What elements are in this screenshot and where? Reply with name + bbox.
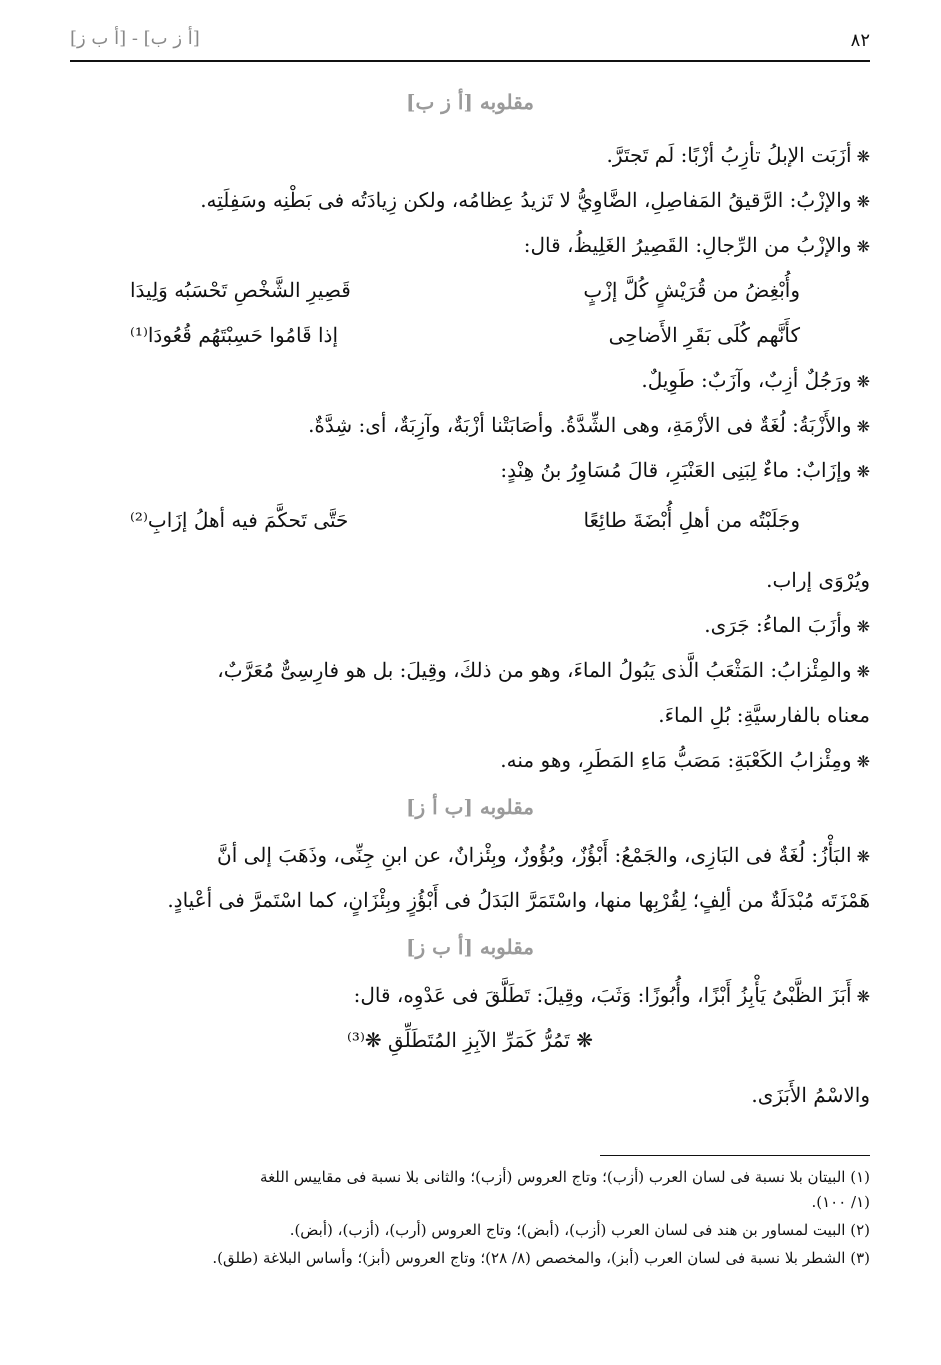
verse-hemistich: حَتَّى تَحكَّمَ فيه أهلُ إزَابِ⁽²⁾	[130, 508, 349, 532]
entry-line: ❋ البَأْزُ: لُغَةٌ فى البَازِى، والجَمْعُ: أَبْؤُزٌ، وبُؤُوزٌ، وبِئْزانٌ، عن ابنِ جِنِّى، وذَهَبَ إلى أنَّ	[70, 840, 870, 872]
verse-fragment: ❋ تَمُرُّ كَمَرِّ الآبِزِ المُتَطَلِّقِ ❋⁽³⁾	[347, 1028, 593, 1052]
verse-hemistich: إذا قَامُوا حَسِبْتَهُم قُعُودَا⁽¹⁾	[130, 323, 339, 347]
entry-line: ❋ والمِئْزابُ: المَثْعَبُ الَّذى يَبُولُ الماءَ، وهو من ذلكَ، وقِيلَ: بل هو فارِسِىٌّ مُعَرَّبٌ،	[70, 655, 870, 687]
entry-line: ❋ ومِئْزابُ الكَعْبَةِ: مَصَبُّ مَاءِ المَطَرِ، وهو منه.	[70, 745, 870, 777]
text-line: هَمْزَتَه مُبْدَلَةٌ من ألِفٍ؛ لِقُرْبِها منها، واسْتَمَرَّ البَدَلُ فى أَبْؤُزٍ وبِئْزَانٍ، كما اسْتَمرَّ فى أعْيادٍ.	[167, 888, 870, 912]
entry-line: ❋ والأَزْبَةُ: لُغَةٌ فى الأزْمَةِ، وهى الشِّدَّةُ. وأصَابَتْنا أزْبَةٌ، وآزِبَةٌ، أى: شِدَّةٌ.	[70, 410, 870, 442]
entry-line: ❋ وأزَبَ الماءُ: جَرَى.	[70, 610, 870, 642]
entry-line: ❋ وإزَابٌ: ماءٌ لِبَنِى العَنْبَرِ، قالَ مُسَاوِرُ بنُ هِنْدٍ:	[70, 455, 870, 487]
entry-line: ❋ أَبَزَ الظَّبْىُ يَأْبِزُ أَبْزًا، وأُبُوزًا: وَثَبَ، وقِيلَ: تَطَلَّقَ فى عَدْوِه، قال:	[70, 980, 870, 1012]
footnote-2: (٢) البيت لمساور بن هند فى لسان العرب (أزب)، (أبض)؛ وتاج العروس (أرب)، (أزب)، (أبض).	[289, 1221, 870, 1239]
text-line: والاسْمُ الأَبَزَى.	[751, 1083, 870, 1107]
text-line: ويُرْوَى إراب.	[766, 568, 870, 592]
verse-hemistich: قَصِيرِ الشَّخْصِ تَحْسَبُه وَلِيدَا	[130, 278, 351, 302]
footnote-divider	[600, 1155, 870, 1156]
entry-line: ❋ والإزْبُ من الرِّجالِ: القَصِيرُ الغَلِيظُ، قال:	[70, 230, 870, 262]
footnote-3: (٣) الشطر بلا نسبة فى لسان العرب (أبز)، والمخصص (٨/ ٢٨)؛ وتاج العروس (أبز)؛ وأساس البلاغة (طلق).	[212, 1249, 870, 1267]
running-head: [أ ز ب] - [أ ب ز]	[70, 28, 200, 49]
verse-hemistich: كأَنَّهم كُلَى بَقَرِ الأَضاحِى	[608, 323, 800, 347]
entry-line: ❋ والإزْبُ: الرَّقيقُ المَفاصِلِ، الضَّاوِيُّ لا تَزيدُ عِظامُه، ولكن زِيادَتُه فى بَطْنِه وسَفِلَتِه.	[70, 185, 870, 217]
section-title-3: مقلوبه [أ ب ز]	[406, 935, 534, 959]
entry-line: ❋ أزَبَت الإبلُ تأزِبُ أزْبًا: لَم تَجتَرَّ.	[70, 140, 870, 172]
footnote-1: (١) البيتان بلا نسبة فى لسان العرب (أزب)؛ وتاج العروس (أزب)؛ والثانى بلا نسبة فى مقاييس اللغة	[260, 1168, 870, 1186]
entry-line: ❋ ورَجُلٌ أزِبٌ، وآزَبٌ: طَوِيلٌ.	[70, 365, 870, 397]
section-title-2: مقلوبه [ب أ ز]	[406, 795, 534, 819]
text-line: معناه بالفارسيَّةِ: بُلِ الماءَ.	[658, 703, 870, 727]
verse-hemistich: وجَلَبْتُه من أهلِ أُبْضَةَ طائِعًا	[583, 508, 800, 532]
verse-hemistich: وأُبْغِضُ من قُرَيْشٍ كُلَّ إزْبٍ	[583, 278, 800, 302]
page-header	[70, 20, 870, 62]
document-page	[70, 20, 870, 1340]
page-number: ٨٢	[850, 30, 870, 51]
section-title-1: مقلوبه [أ ز ب]	[406, 90, 534, 114]
footnote-1-cont: (١/ ١٠٠).	[811, 1193, 870, 1211]
